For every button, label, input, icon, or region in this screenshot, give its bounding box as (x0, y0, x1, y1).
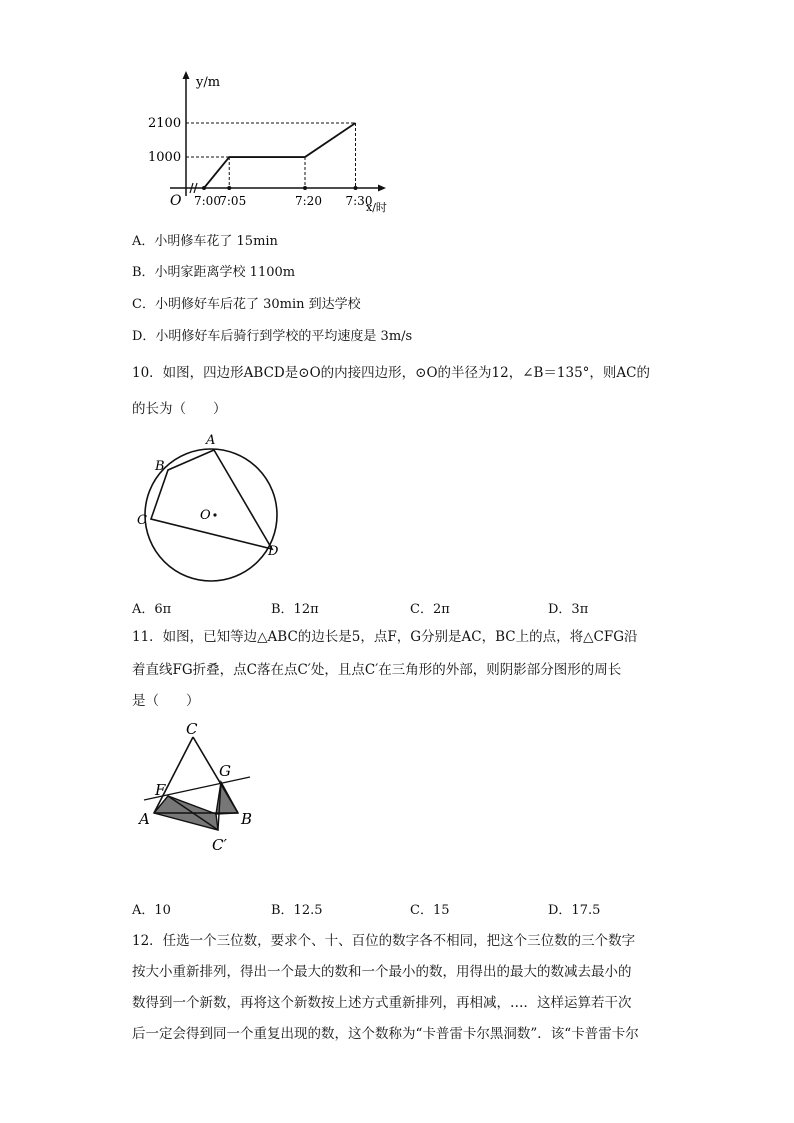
x-tick-label: 7:30 (345, 194, 373, 208)
label-c: C (137, 513, 147, 528)
label-c: C (186, 720, 198, 738)
label-b: B (241, 810, 253, 828)
q12-line-2: 按大小重新排列，得出一个最大的数和一个最小的数，用得出的最大的数减去最小的 (132, 964, 632, 980)
q12-line-4: 后一定会得到同一个重复出现的数，这个数称为“卡普雷卡尔黑洞数”．该“卡普雷卡尔 (132, 1026, 639, 1042)
y-tick-label: 2100 (148, 116, 182, 131)
label-c-prime: C′ (212, 836, 227, 854)
q12-line-1: 12．任选一个三位数，要求个、十、百位的数字各不相同，把这个三位数的三个数字 (132, 933, 636, 949)
q11-question-line3: 是（ ） (132, 693, 200, 709)
q10-circle-figure (130, 428, 290, 593)
q11-option-a: A．10 (132, 903, 171, 918)
q10-question-line1: 10．如图，四边形ABCD是⊙O的内接四边形，⊙O的半径为12，∠B＝135°，则AC的 (132, 365, 651, 381)
q10-question-line2: 的长为（ ） (132, 401, 227, 417)
x-axis-arrow (378, 185, 386, 192)
label-d: D (268, 544, 279, 559)
side-cb (193, 737, 238, 813)
label-a: A (139, 810, 150, 828)
distance-time-graph (148, 68, 410, 218)
x-tick-label: 7:05 (219, 194, 247, 208)
y-tick-label: 1000 (148, 150, 182, 166)
q9-option-b: B．小明家距离学校 1100m (132, 265, 296, 280)
x-tick-dot (227, 186, 231, 190)
q11-question-line2: 着直线FG折叠，点C落在点C′处，且点C′在三角形的外部，则阴影部分图形的周长 (132, 662, 622, 678)
q11-triangle-figure (130, 718, 265, 858)
x-tick-dot (354, 186, 358, 190)
q9-option-a: A．小明修车花了 15min (132, 234, 278, 249)
q11-option-d: D．17.5 (548, 903, 601, 918)
q11-question-line1: 11．如图，已知等边△ABC的边长是5，点F，G分别是AC，BC上的点，将△CFG沿 (132, 629, 638, 645)
x-tick-label: 7:00 (194, 194, 221, 208)
label-a: A (206, 433, 216, 448)
q10-option-c: C．2π (410, 602, 450, 617)
x-tick-label: 7:20 (295, 194, 322, 208)
label-f: F (155, 781, 166, 799)
q11-option-c: C．15 (410, 903, 450, 918)
circle-o (145, 449, 277, 581)
center-dot (213, 513, 216, 516)
q11-option-b: B．12.5 (271, 903, 323, 918)
label-b: B (155, 459, 165, 474)
q9-option-c: C．小明修好车后花了 30min 到达学校 (132, 297, 361, 312)
q10-option-a: A．6π (132, 602, 172, 617)
x-axis-label: x/时 (366, 201, 387, 214)
x-tick-dot (303, 186, 307, 190)
q10-option-d: D．3π (548, 602, 589, 617)
y-axis-label: y/m (196, 75, 221, 90)
series-line (204, 123, 356, 188)
q10-option-b: B．12π (271, 602, 319, 617)
q12-line-3: 数得到一个新数，再将这个新数按上述方式重新排列，再相减，…．这样运算若干次 (132, 995, 632, 1011)
q9-option-d: D．小明修好车后骑行到学校的平均速度是 3m/s (132, 329, 413, 344)
graph-plot (148, 71, 387, 214)
label-o: O (200, 508, 211, 523)
origin-label: O (170, 193, 182, 209)
x-tick-dot (202, 186, 206, 190)
y-axis-arrow (183, 71, 190, 79)
label-g: G (219, 762, 231, 780)
